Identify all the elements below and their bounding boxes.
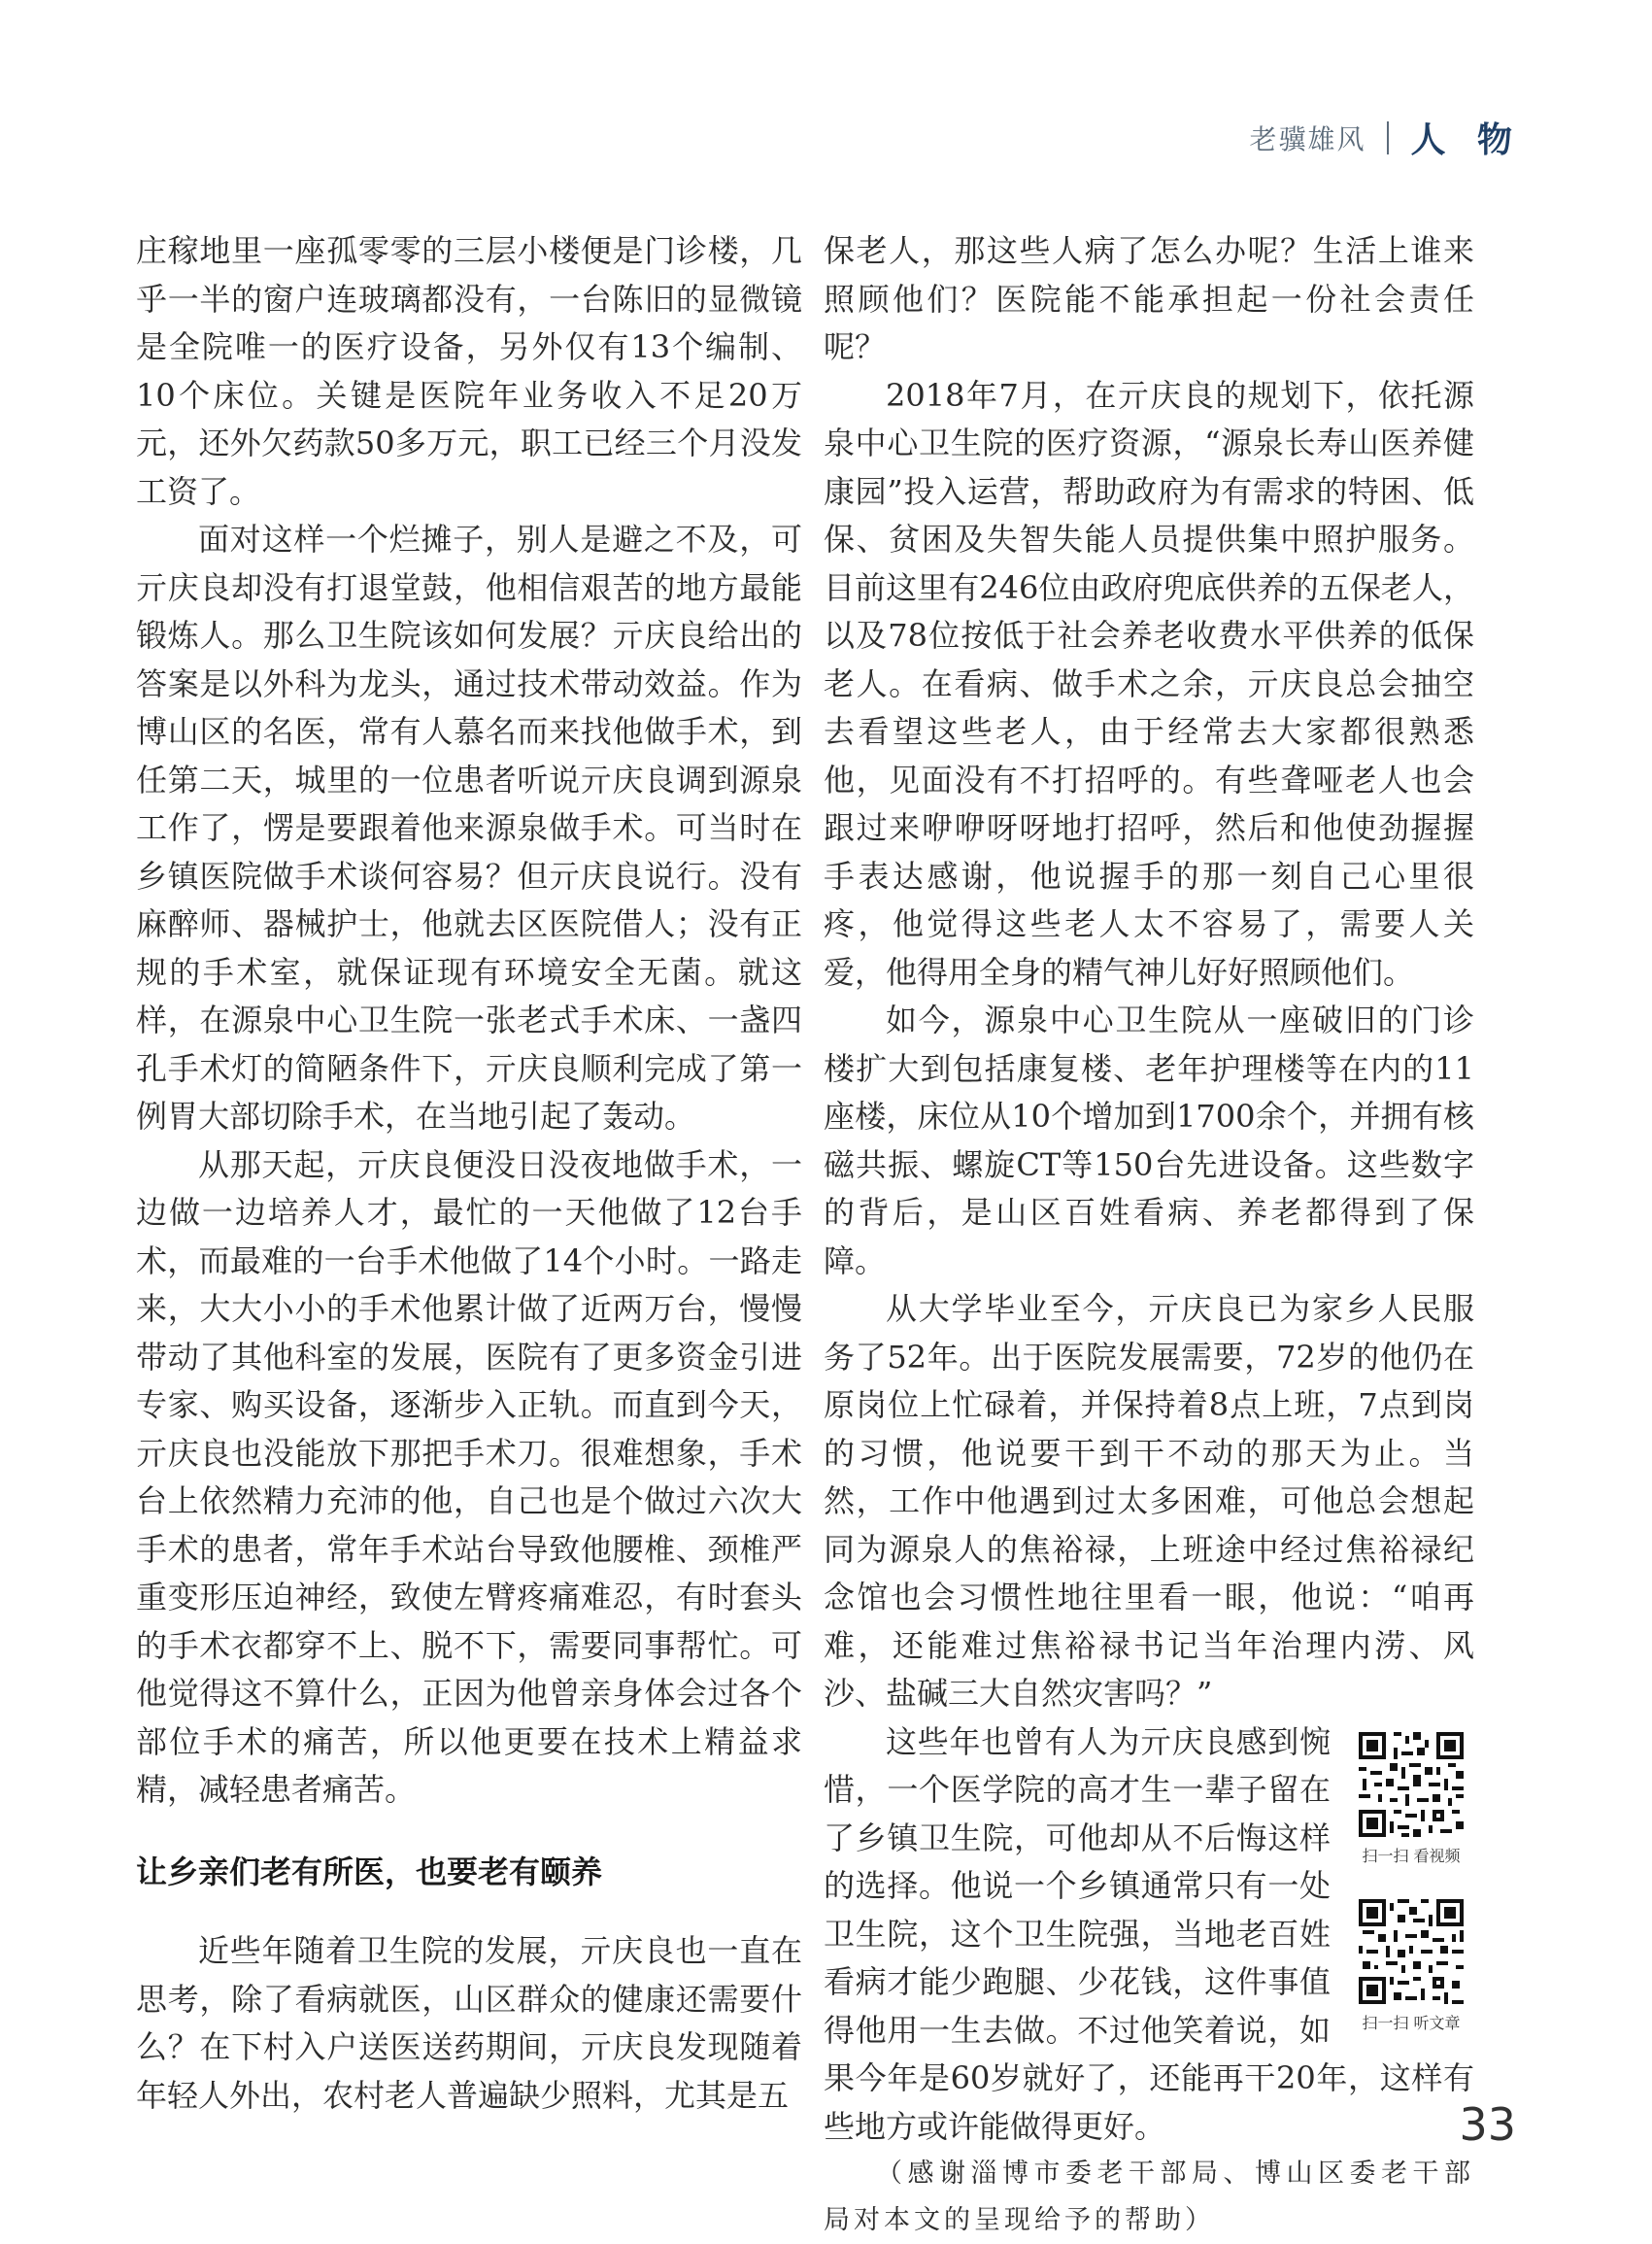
qr-caption: 扫一扫 听文章 [1362, 2013, 1461, 2032]
paragraph: 如今，源泉中心卫生院从一座破旧的门诊楼扩大到包括康复楼、老年护理楼等在内的11座楼，床位从10个增加到1700余个，并拥有核磁共振、螺旋CT等150台先进设备。这些数字的背后，是山区百姓看病、养老都得到了保障。 [824, 1002, 1474, 1279]
qr-code-icon[interactable] [1355, 1728, 1467, 1841]
qr-audio[interactable] [1348, 1895, 1474, 2033]
paragraph: 从那天起，亓庆良便没日没夜地做手术，一边做一边培养人才，最忙的一天他做了12台手术，而最难的一台手术他做了14个小时。一路走来，大大小小的手术他累计做了近两万台，慢慢带动了其他科室的发展，医院有了更多资金引进专家、购买设备，逐渐步入正轨。而直到今天，亓庆良也没能放下那把手术刀。很难想象，手术台上依然精力充沛的他，自己也是个做过六次大手术的患者，常年手术站台导致他腰椎、颈椎严重变形压迫神经，致使左臂疼痛难忍，有时套头的手术衣都穿不上、脱不下，需要同事帮忙。可他觉得这不算什么，正因为他曾亲身体会过各个部位手术的痛苦，所以他更要在技术上精益求精，减轻患者痛苦。 [136, 1145, 802, 1808]
acknowledgement: （感谢淄博市委老干部局、博山区委老干部局对本文的呈现给予的帮助） [824, 2159, 1474, 2235]
header-divider [1387, 121, 1389, 154]
left-column [136, 227, 802, 2120]
page-header [1249, 113, 1522, 162]
paragraph: 从大学毕业至今，亓庆良已为家乡人民服务了52年。出于医院发展需要，72岁的他仍在原岗位上忙碌着，并保持着8点上班，7点到岗的习惯，他说要干到干不动的那天为止。当然，工作中他遇到过太多困难，可他总会想起同为源泉人的焦裕禄，上班途中经过焦裕禄纪念馆也会习惯性地往里看一眼，他说：“咱再难，还能难过焦裕禄书记当年治理内涝、风沙、盐碱三大自然灾害吗？” [824, 1290, 1474, 1712]
section-name: 老骥雄风 [1249, 122, 1366, 155]
qr-caption: 扫一扫 看视频 [1362, 1846, 1461, 1865]
qr-video[interactable] [1348, 1728, 1474, 1866]
paragraph: 2018年7月，在亓庆良的规划下，依托源泉中心卫生院的医疗资源，“源泉长寿山医养健康园”投入运营，帮助政府为有需求的特困、低保、贫困及失智失能人员提供集中照护服务。目前这里有246位由政府兜底供养的五保老人，以及78位按低于社会养老收费水平供养的低保老人。在看病、做手术之余，亓庆良总会抽空去看望这些老人，由于经常去大家都很熟悉他，见面没有不打招呼的。有些聋哑老人也会跟过来咿咿呀呀地打招呼，然后和他使劲握握手表达感谢，他说握手的那一刻自己心里很疼，他觉得这些老人太不容易了，需要人关爱，他得用全身的精气神儿好好照顾他们。 [824, 376, 1474, 991]
paragraph: 近些年随着卫生院的发展，亓庆良也一直在思考，除了看病就医，山区群众的健康还需要什么？在下村入户送医送药期间，亓庆良发现随着年轻人外出，农村老人普遍缺少照料，尤其是五 [136, 1932, 802, 2114]
paragraph: 面对这样一个烂摊子，别人是避之不及，可亓庆良却没有打退堂鼓，他相信艰苦的地方最能锻炼人。那么卫生院该如何发展？亓庆良给出的答案是以外科为龙头，通过技术带动效益。作为博山区的名医，常有人慕名而来找他做手术，到任第二天，城里的一位患者听说亓庆良调到源泉工作了，愣是要跟着他来源泉做手术。可当时在乡镇医院做手术谈何容易？但亓庆良说行。没有麻醉师、器械护士，他就去区医院借人；没有正规的手术室，就保证现有环境安全无菌。就这样，在源泉中心卫生院一张老式手术床、一盏四孔手术灯的简陋条件下，亓庆良顺利完成了第一例胃大部切除手术，在当地引起了轰动。 [136, 521, 802, 1135]
page-number: 33 [1459, 2098, 1516, 2151]
paragraph: 这些年也曾有人为亓庆良感到惋惜，一个医学院的高才生一辈子留在了乡镇卫生院，可他却从不后悔这样的选择。他说一个乡镇通常只有一处卫生院，这个卫生院强，当地老百姓看病才能少跑腿、少花钱，这件事值得他用一生去做。不过他笑着说，如果今年是60岁就好了，还能再干20年，这样有些地方或许能做得更好。 [824, 1722, 1474, 2145]
qr-code-icon[interactable] [1355, 1895, 1467, 2008]
paragraph: 保老人，那这些人病了怎么办呢？生活上谁来照顾他们？医院能不能承担起一份社会责任呢？ [824, 232, 1474, 365]
right-column [824, 227, 1474, 2244]
paragraph: 庄稼地里一座孤零零的三层小楼便是门诊楼，几乎一半的窗户连玻璃都没有，一台陈旧的显微镜是全院唯一的医疗设备，另外仅有13个编制、10个床位。关键是医院年业务收入不足20万元，还外欠药款50多万元，职工已经三个月没发工资了。 [136, 232, 802, 510]
section-subheading: 让乡亲们老有所医，也要老有颐养 [136, 1853, 603, 1890]
category-name: 人 物 [1410, 120, 1522, 160]
